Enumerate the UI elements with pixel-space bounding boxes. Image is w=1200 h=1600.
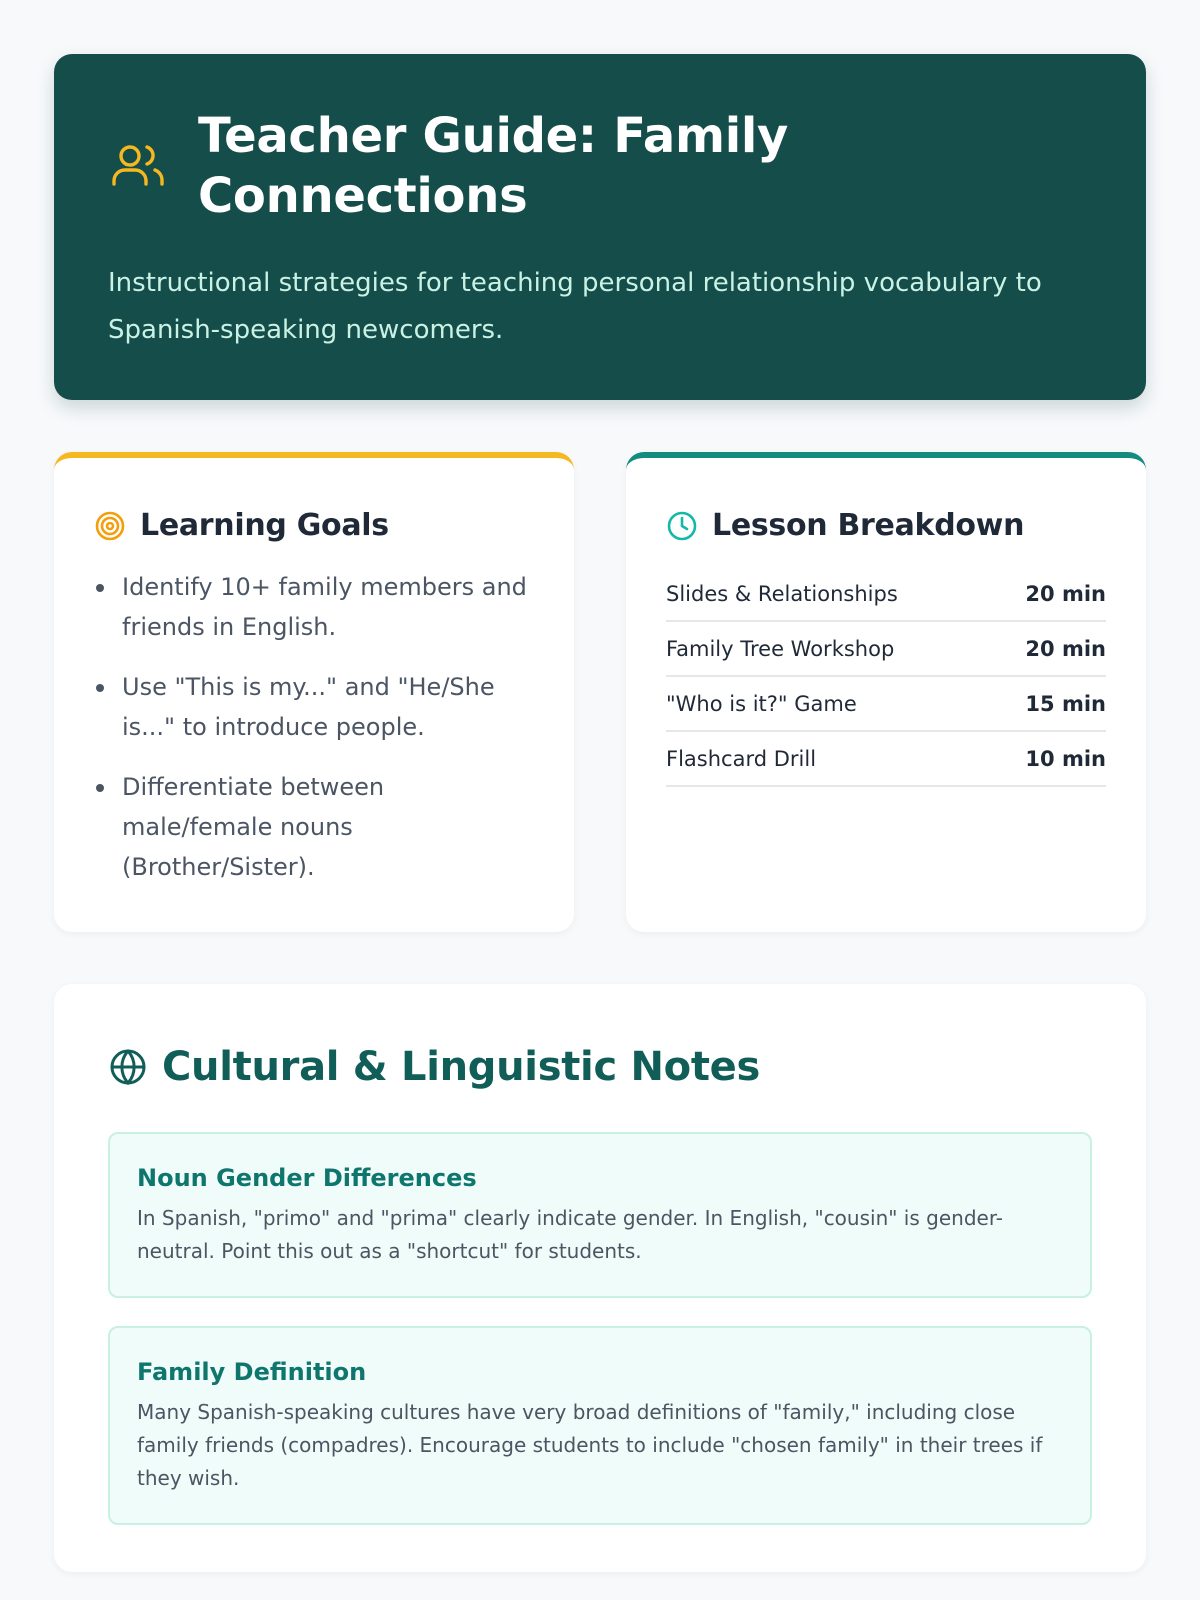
learning-goals-title: Learning Goals: [140, 508, 389, 543]
header-title-row: [108, 106, 1092, 226]
list-item: Differentiate between male/female nouns (Brother/Sister).: [94, 767, 534, 887]
cultural-notes-header: [108, 1044, 1092, 1090]
activity-duration: 15 min: [1025, 691, 1106, 716]
globe-icon: [108, 1047, 148, 1087]
activity-name: Slides & Relationships: [666, 581, 898, 606]
table-row: [666, 732, 1106, 787]
activity-duration: 20 min: [1025, 581, 1106, 606]
clock-icon: [666, 510, 698, 542]
note-text: In Spanish, "primo" and "prima" clearly indicate gender. In English, "cousin" is gender-neutral. Point this out as a "shortcut" for students.: [137, 1206, 1003, 1263]
table-row: [666, 677, 1106, 732]
cards-row: [54, 452, 1146, 932]
list-item: Use "This is my..." and "He/She is..." to introduce people.: [94, 667, 534, 747]
learning-goals-header: [94, 508, 534, 543]
activity-duration: 10 min: [1025, 746, 1106, 771]
lesson-breakdown-table: [666, 567, 1106, 787]
page-subtitle: Instructional strategies for teaching personal relationship vocabulary to Spanish-speaking newcomers.: [108, 268, 1042, 345]
cultural-notes-title: Cultural & Linguistic Notes: [162, 1044, 760, 1090]
note-title: Family Definition: [137, 1358, 367, 1386]
note-title: Noun Gender Differences: [137, 1164, 477, 1192]
users-icon: [108, 136, 168, 196]
header-card: [54, 54, 1146, 400]
note-text: Many Spanish-speaking cultures have very broad definitions of "family," including close family friends (compadres). Encourage students to include "chosen family" in their trees if they wish.: [137, 1400, 1043, 1490]
learning-goals-card: [54, 452, 574, 932]
target-icon: [94, 510, 126, 542]
activity-duration: 20 min: [1025, 636, 1106, 661]
lesson-breakdown-header: [666, 508, 1106, 543]
activity-name: Family Tree Workshop: [666, 636, 895, 661]
table-row: [666, 622, 1106, 677]
lesson-breakdown-title: Lesson Breakdown: [712, 508, 1025, 543]
lesson-breakdown-card: [626, 452, 1146, 932]
activity-name: Flashcard Drill: [666, 746, 817, 771]
table-row: [666, 567, 1106, 622]
note-card-family-definition: [108, 1326, 1092, 1525]
activity-name: "Who is it?" Game: [666, 691, 857, 716]
learning-goals-list: [94, 567, 534, 887]
list-item: Identify 10+ family members and friends in English.: [94, 567, 534, 647]
cultural-notes-section: [54, 984, 1146, 1572]
page-title: Teacher Guide: Family Connections: [198, 108, 788, 224]
note-card-noun-gender: [108, 1132, 1092, 1298]
